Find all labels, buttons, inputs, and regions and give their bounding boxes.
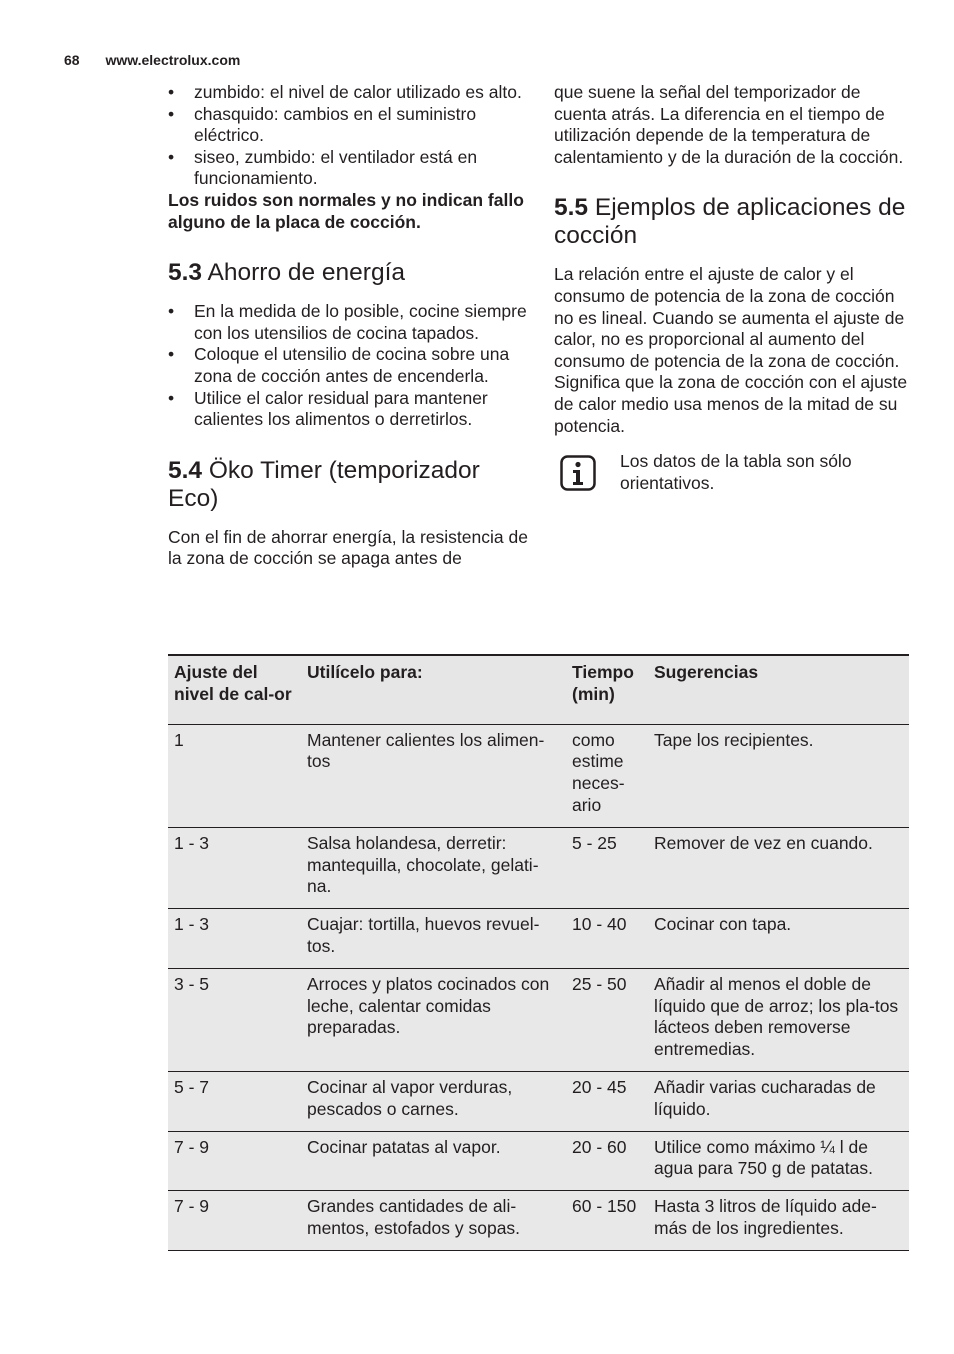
table-cell: Añadir varias cucharadas de líquido. (654, 1076, 876, 1119)
table-row (168, 724, 909, 827)
list-item: • chasquido: cambios en el suministro eléctrico. (168, 104, 528, 147)
table-cell: Añadir al menos el doble de líquido que de arroz; los pla-tos lácteos deben removerse entremedias. (654, 973, 899, 1060)
table-row (168, 1131, 909, 1191)
table-cell: Cuajar: tortilla, huevos revuel-tos. (307, 914, 540, 956)
table-cell: Utilice como máximo ¼ l de agua para 750 g de patatas. (654, 1136, 873, 1179)
section-number: 5.5 (554, 194, 589, 222)
page-number: 68 (64, 52, 80, 68)
column-header: Ajuste del nivel de cal-or (174, 662, 292, 704)
section-heading-5-3 (168, 259, 528, 287)
column-header: Utilícelo para: (307, 662, 423, 682)
section-title: Öko Timer (temporizador Eco) (168, 456, 480, 512)
column-header: Tiempo (min) (572, 662, 634, 704)
info-note (554, 451, 910, 494)
table-cell: 1 - 3 (174, 914, 210, 935)
table-header-row (168, 655, 909, 724)
table-cell: 25 - 50 (572, 973, 627, 994)
left-column (168, 82, 528, 570)
table-cell: Remover de vez en cuando. (654, 832, 873, 853)
info-text: Los datos de la tabla son sólo orientativos. (620, 451, 852, 493)
page-header (64, 52, 240, 68)
table-cell: Cocinar con tapa. (654, 914, 792, 935)
heat-settings-table (168, 654, 909, 1251)
website-url[interactable]: www.electrolux.com (105, 52, 241, 68)
table-cell: 7 - 9 (174, 1136, 210, 1157)
noise-note: Los ruidos son normales y no indican fallo alguno de la placa de cocción. (168, 189, 524, 232)
table-cell: 3 - 5 (174, 973, 210, 994)
table-row (168, 909, 909, 969)
table-cell: Mantener calientes los alimen-tos (307, 729, 545, 772)
section-title: Ahorro de energía (207, 259, 406, 287)
table-cell: como estime neces-ario (572, 729, 625, 815)
table-cell: 1 - 3 (174, 832, 210, 853)
list-item: • Utilice el calor residual para mantener calientes los alimentos o derretirlos. (168, 388, 528, 431)
table-cell: Cocinar patatas al vapor. (307, 1136, 501, 1157)
eco-timer-text-continued: que suene la señal del temporizador de cuenta atrás. La diferencia en el tiempo de utilización depende de la temperatura de calentamiento y de la duración de la cocción. (554, 82, 904, 167)
table-cell: Arroces y platos cocinados con leche, calentar comidas preparadas. (307, 973, 550, 1038)
section-title: Ejemplos de aplicaciones de cocción (554, 194, 906, 250)
column-header: Sugerencias (654, 662, 759, 682)
table-cell: Tape los recipientes. (654, 729, 814, 750)
info-icon (560, 455, 596, 491)
table-cell: 5 - 7 (174, 1076, 210, 1097)
table-cell: Cocinar al vapor verduras, pescados o carnes. (307, 1076, 513, 1119)
section-number: 5.4 (168, 456, 203, 484)
table-row (168, 827, 909, 908)
list-item: • siseo, zumbido: el ventilador está en funcionamiento. (168, 147, 528, 190)
right-column (554, 82, 910, 494)
table-row (168, 968, 909, 1071)
table-cell: Hasta 3 litros de líquido ade-más de los ingredientes. (654, 1196, 877, 1238)
table-cell: Grandes cantidades de ali-mentos, estofados y sopas. (307, 1196, 521, 1238)
table-cell: 7 - 9 (174, 1196, 210, 1217)
table-cell: Salsa holandesa, derretir: mantequilla, chocolate, gelati-na. (307, 832, 539, 897)
table-cell: 20 - 60 (572, 1136, 627, 1157)
section-number: 5.3 (168, 259, 203, 287)
list-item: • zumbido: el nivel de calor utilizado es alto. (168, 82, 528, 104)
section-heading-5-5 (554, 194, 910, 250)
table-cell: 1 (174, 729, 184, 750)
list-item: • Coloque el utensilio de cocina sobre una zona de cocción antes de encenderla. (168, 344, 528, 387)
list-item: • En la medida de lo posible, cocine siempre con los utensilios de cocina tapados. (168, 301, 528, 344)
cooking-examples-text: La relación entre el ajuste de calor y el consumo de potencia de la zona de cocción no es lineal. Cuando se aumenta el ajuste de calor, no es proporcional al aumento del consumo de potencia de la zona de cocción. Significa que la zona de cocción con el ajuste de calor medio usa menos de la mitad de su potencia. (554, 264, 908, 436)
table-cell: 10 - 40 (572, 914, 627, 935)
table-cell: 5 - 25 (572, 832, 617, 853)
energy-saving-list (168, 301, 528, 431)
section-heading-5-4 (168, 457, 528, 513)
table-cell: 20 - 45 (572, 1076, 627, 1097)
table-row (168, 1071, 909, 1131)
table-row (168, 1191, 909, 1251)
noise-list (168, 82, 528, 190)
table-cell: 60 - 150 (572, 1196, 637, 1217)
eco-timer-text: Con el fin de ahorrar energía, la resistencia de la zona de cocción se apaga antes de (168, 526, 528, 569)
